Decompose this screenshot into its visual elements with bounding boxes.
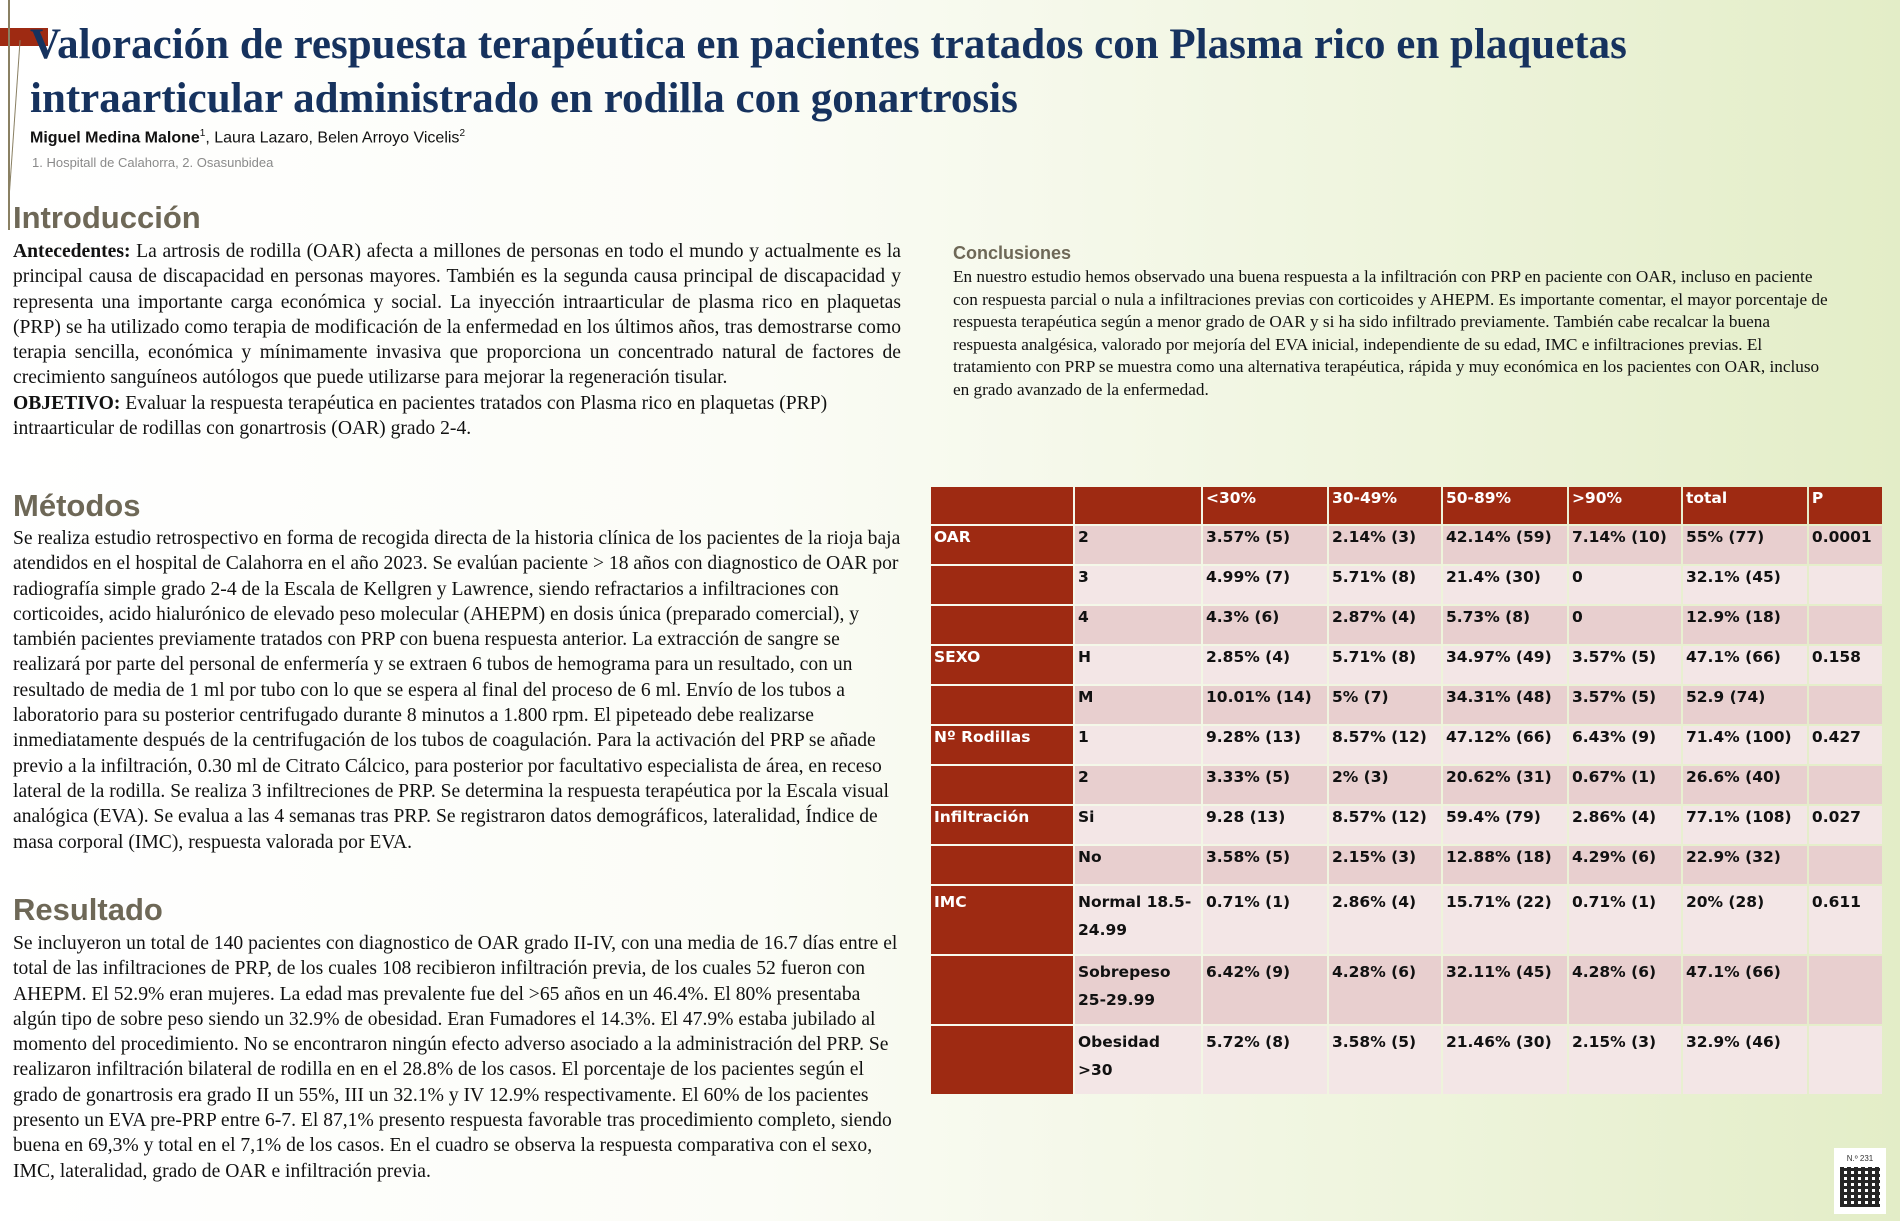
table-cell: 0.0001 [1809,526,1882,564]
table-cell [1809,686,1882,724]
table-cell: 32.1% (45) [1683,566,1807,604]
table-header-cell [1075,487,1201,524]
table-cell: 2.15% (3) [1329,846,1441,884]
table-cell: 26.6% (40) [1683,766,1807,804]
table-cell [1809,566,1882,604]
table-cell: 9.28% (13) [1203,726,1327,764]
table-category-cell: Nº Rodillas [931,726,1073,764]
table-cell: 4.29% (6) [1569,846,1681,884]
table-cell: 2 [1075,526,1201,564]
table-cell: 32.11% (45) [1443,956,1567,1024]
table-cell: 0 [1569,566,1681,604]
qr-code-icon [1840,1167,1880,1207]
table-cell: 4 [1075,606,1201,644]
table-cell: 3.58% (5) [1203,846,1327,884]
table-header-cell: 30-49% [1329,487,1441,524]
conclusiones-body: En nuestro estudio hemos observado una buena respuesta a la infiltración con PRP en paciente con OAR, incluso en paciente con respuesta parcial o nula a infiltraciones previas con corticoides y AHEPM. Es importante comentar, el mayor porcentaje de respuesta terapéutica según a menor grado de OAR y si ha sido infiltrado previamente. También cabe recalcar la buena respuesta analgésica, valorado por mejoría del EVA inicial, independiente de su edad, IMC e infiltraciones previas. El tratamiento con PRP se muestra como una alternativa terapéutica, rápida y muy económica en los pacientes con OAR, incluso en grado avanzado de la enfermedad. [953,267,1828,399]
table-cell: 3.57% (5) [1569,686,1681,724]
table-cell: 8.57% (12) [1329,726,1441,764]
decorative-line [8,40,20,200]
table-cell: 71.4% (100) [1683,726,1807,764]
table-cell: 5.71% (8) [1329,646,1441,684]
table-header-cell [931,487,1073,524]
results-table [929,485,1884,1096]
table-cell: 3.57% (5) [1203,526,1327,564]
table-cell: 21.46% (30) [1443,1026,1567,1094]
table-cell: 2.15% (3) [1569,1026,1681,1094]
antecedentes-label: Antecedentes: [13,241,131,262]
table-cell [1809,846,1882,884]
resultado-body: Se incluyeron un total de 140 pacientes con diagnostico de OAR grado II-IV, con una media de 16.7 días entre el total de las infiltraciones de PRP, de los cuales 108 recibieron infiltración previa, de los cuales 52 fueron con AHEPM. El 52.9% eran mujeres. La edad mas prevalente fue del >65 años en un 46.4%. El 80% presentaba algún tipo de sobre peso siendo un 32.9% de obesidad. Eran Fumadores el 14.3%. El 47.9% estaba jubilado al momento del procedimiento. No se encontraron ningún efecto adverso asociado a la administración del PRP. Se realizaron infiltración bilateral de rodilla en en el 28.8% de los casos. El porcentaje de los pacientes según el grado de gonartrosis era grado II un 55%, III un 32.1% y IV 12.9% respectivamente. El 60% de los pacientes presento un EVA pre-PRP entre 6-7. El 87,1% presento respuesta favorable tras procedimiento completo, siendo buena en 69,3% y total en el 7,1% de los casos. En el cuadro se observa la respuesta comparativa con el sexo, IMC, lateralidad, grado de OAR e infiltración previa. [13,933,898,1182]
table-cell: Si [1075,806,1201,844]
table-cell [1809,606,1882,644]
table-row [931,766,1882,804]
table-cell: 10.01% (14) [1203,686,1327,724]
affiliations: 1. Hospitall de Calahorra, 2. Osasunbidea [32,155,274,170]
table-cell: 22.9% (32) [1683,846,1807,884]
table-cell: 2.86% (4) [1329,886,1441,954]
section-title-introduccion: Introducción [13,200,201,235]
table-cell: 0.67% (1) [1569,766,1681,804]
table-cell: 6.43% (9) [1569,726,1681,764]
table-cell: 2.85% (4) [1203,646,1327,684]
table-category-cell [931,766,1073,804]
section-title-conclusiones: Conclusiones [953,243,1072,263]
table-cell: 0.71% (1) [1203,886,1327,954]
lead-author: Miguel Medina Malone [30,129,200,147]
section-title-resultado: Resultado [13,892,163,927]
table-cell: 7.14% (10) [1569,526,1681,564]
table-cell: 4.99% (7) [1203,566,1327,604]
table-category-cell: SEXO [931,646,1073,684]
table-cell: 12.88% (18) [1443,846,1567,884]
table-header-cell: >90% [1569,487,1681,524]
poster-title: Valoración de respuesta terapéutica en pacientes tratados con Plasma rico en plaquetas intraarticular administrado en rodilla con gonartrosis [30,21,1627,122]
table-category-cell [931,846,1073,884]
table-cell: 2.14% (3) [1329,526,1441,564]
table-cell: No [1075,846,1201,884]
table-cell: 5% (7) [1329,686,1441,724]
other-authors: , Laura Lazaro, Belen Arroyo Vicelis [205,129,460,147]
table-cell: 3.33% (5) [1203,766,1327,804]
table-cell: 1 [1075,726,1201,764]
table-cell: Obesidad >30 [1075,1026,1201,1094]
table-cell: 3.58% (5) [1329,1026,1441,1094]
table-cell: 0.71% (1) [1569,886,1681,954]
table-row [931,646,1882,684]
table-cell: 0.427 [1809,726,1882,764]
table-cell: 4.28% (6) [1329,956,1441,1024]
table-row [931,726,1882,764]
table-cell: 3 [1075,566,1201,604]
table-row [931,806,1882,844]
table-cell [1809,766,1882,804]
table-cell: 6.42% (9) [1203,956,1327,1024]
table-cell: 5.72% (8) [1203,1026,1327,1094]
table-header-row [931,487,1882,524]
table-cell: 52.9 (74) [1683,686,1807,724]
metodos-body: Se realiza estudio retrospectivo en forma de recogida directa de la historia clínica de los pacientes de la rioja baja atendidos en el hospital de Calahorra en el año 2023. Se evalúan paciente > 18 años con diagnostico de OAR por radiografía simple grado 2-4 de la Escala de Kellgren y Lawrence, siendo refractarios a infiltraciones con corticoides, acido hialurónico de elevado peso molecular (AHEPM) en dosis única (preparado comercial), y también pacientes previamente tratados con PRP con buena respuesta anterior. La extracción de sangre se realizará por parte del personal de enfermería y se extraen 6 tubos de hemograma para un resultado, con un resultado de media de 1 ml por tubo con lo que se espera al final del proceso de 6 ml. Envío de los tubos a laboratorio para su posterior centrifugado durante 8 minutos a 1.800 rpm. El pipeteado debe realizarse inmediatamente después de la centrifugación de los tubos de coagulación. Para la activación del PRP se añade previo a la infiltración, 0.30 ml de Citrato Cálcico, para posterior por facultativo especialista de área, en receso lateral de la rodilla. Se realiza 3 infiltreciones de PRP. Se determina la respuesta terapéutica por la Escala visual analógica (EVA). Se evalua a las 4 semanas tras PRP. Se registraron datos demográficos, lateralidad, Índice de masa corporal (IMC), respuesta valorada por EVA. [13,528,901,853]
table-category-cell [931,606,1073,644]
poster-number: N.º 231 [1846,1154,1874,1163]
table-cell: 77.1% (108) [1683,806,1807,844]
table-cell: Normal 18.5-24.99 [1075,886,1201,954]
table-row [931,686,1882,724]
table-cell: 5.73% (8) [1443,606,1567,644]
table-cell [1809,956,1882,1024]
table-row [931,886,1882,954]
table-row [931,606,1882,644]
table-category-cell [931,566,1073,604]
section-title-metodos: Métodos [13,488,141,523]
table-cell: 5.71% (8) [1329,566,1441,604]
table-cell: 12.9% (18) [1683,606,1807,644]
table-cell: 20% (28) [1683,886,1807,954]
table-cell: 2 [1075,766,1201,804]
table-header-cell: 50-89% [1443,487,1567,524]
table-cell: 2.86% (4) [1569,806,1681,844]
table-cell: 47.1% (66) [1683,956,1807,1024]
table-cell: 0 [1569,606,1681,644]
table-cell: 0.027 [1809,806,1882,844]
table-category-cell [931,686,1073,724]
table-category-cell: IMC [931,886,1073,954]
table-cell: 20.62% (31) [1443,766,1567,804]
table-cell: 2.87% (4) [1329,606,1441,644]
table-header-cell: <30% [1203,487,1327,524]
objetivo-text: Evaluar la respuesta terapéutica en pacientes tratados con Plasma rico en plaquetas (PRP) intraarticular de rodillas con gonartrosis (OAR) grado 2-4. [13,392,828,440]
table-cell [1809,1026,1882,1094]
table-cell: 3.57% (5) [1569,646,1681,684]
table-cell: 34.31% (48) [1443,686,1567,724]
table-cell: 47.1% (66) [1683,646,1807,684]
table-row [931,566,1882,604]
table-category-cell: Infiltración [931,806,1073,844]
table-cell: 9.28 (13) [1203,806,1327,844]
objetivo-label: OBJETIVO: [13,392,121,414]
table-cell: 4.3% (6) [1203,606,1327,644]
qr-code[interactable] [1834,1148,1886,1214]
table-cell: H [1075,646,1201,684]
table-cell: 21.4% (30) [1443,566,1567,604]
table-row [931,846,1882,884]
table-row [931,956,1882,1024]
table-cell: Sobrepeso 25-29.99 [1075,956,1201,1024]
intro-body [13,239,901,441]
table-category-cell: OAR [931,526,1073,564]
table-category-cell [931,956,1073,1024]
table-category-cell [931,1026,1073,1094]
table-cell: 47.12% (66) [1443,726,1567,764]
table-cell: 55% (77) [1683,526,1807,564]
table-cell: 59.4% (79) [1443,806,1567,844]
table-header-cell: total [1683,487,1807,524]
table-cell: 34.97% (49) [1443,646,1567,684]
table-cell: 32.9% (46) [1683,1026,1807,1094]
table-row [931,526,1882,564]
table-row [931,1026,1882,1094]
table-cell: 15.71% (22) [1443,886,1567,954]
table-cell: 0.611 [1809,886,1882,954]
authors: Miguel Medina Malone$^1$, Laura Lazaro, Belen Arroyo Vicelis$^2$ [30,128,465,147]
antecedentes-text: La artrosis de rodilla (OAR) afecta a millones de personas en todo el mundo y actualmente es la principal causa de discapacidad en personas mayores. También es la segunda causa principal de discapacidad y representa una importante carga económica y social. La inyección intraarticular de plasma rico en plaquetas (PRP) se ha utilizado como terapia de modificación de la enfermedad en los últimos años, tras demostrarse como terapia sencilla, económica y mínimamente invasiva que proporciona un concentrado natural de factores de crecimiento sanguíneos autólogos que puede utilizarse para mejorar la regeneración tisular. [13,241,901,389]
table-cell: M [1075,686,1201,724]
table-header-cell: P [1809,487,1882,524]
table-cell: 0.158 [1809,646,1882,684]
table-cell: 4.28% (6) [1569,956,1681,1024]
table-cell: 42.14% (59) [1443,526,1567,564]
table-cell: 8.57% (12) [1329,806,1441,844]
table-cell: 2% (3) [1329,766,1441,804]
